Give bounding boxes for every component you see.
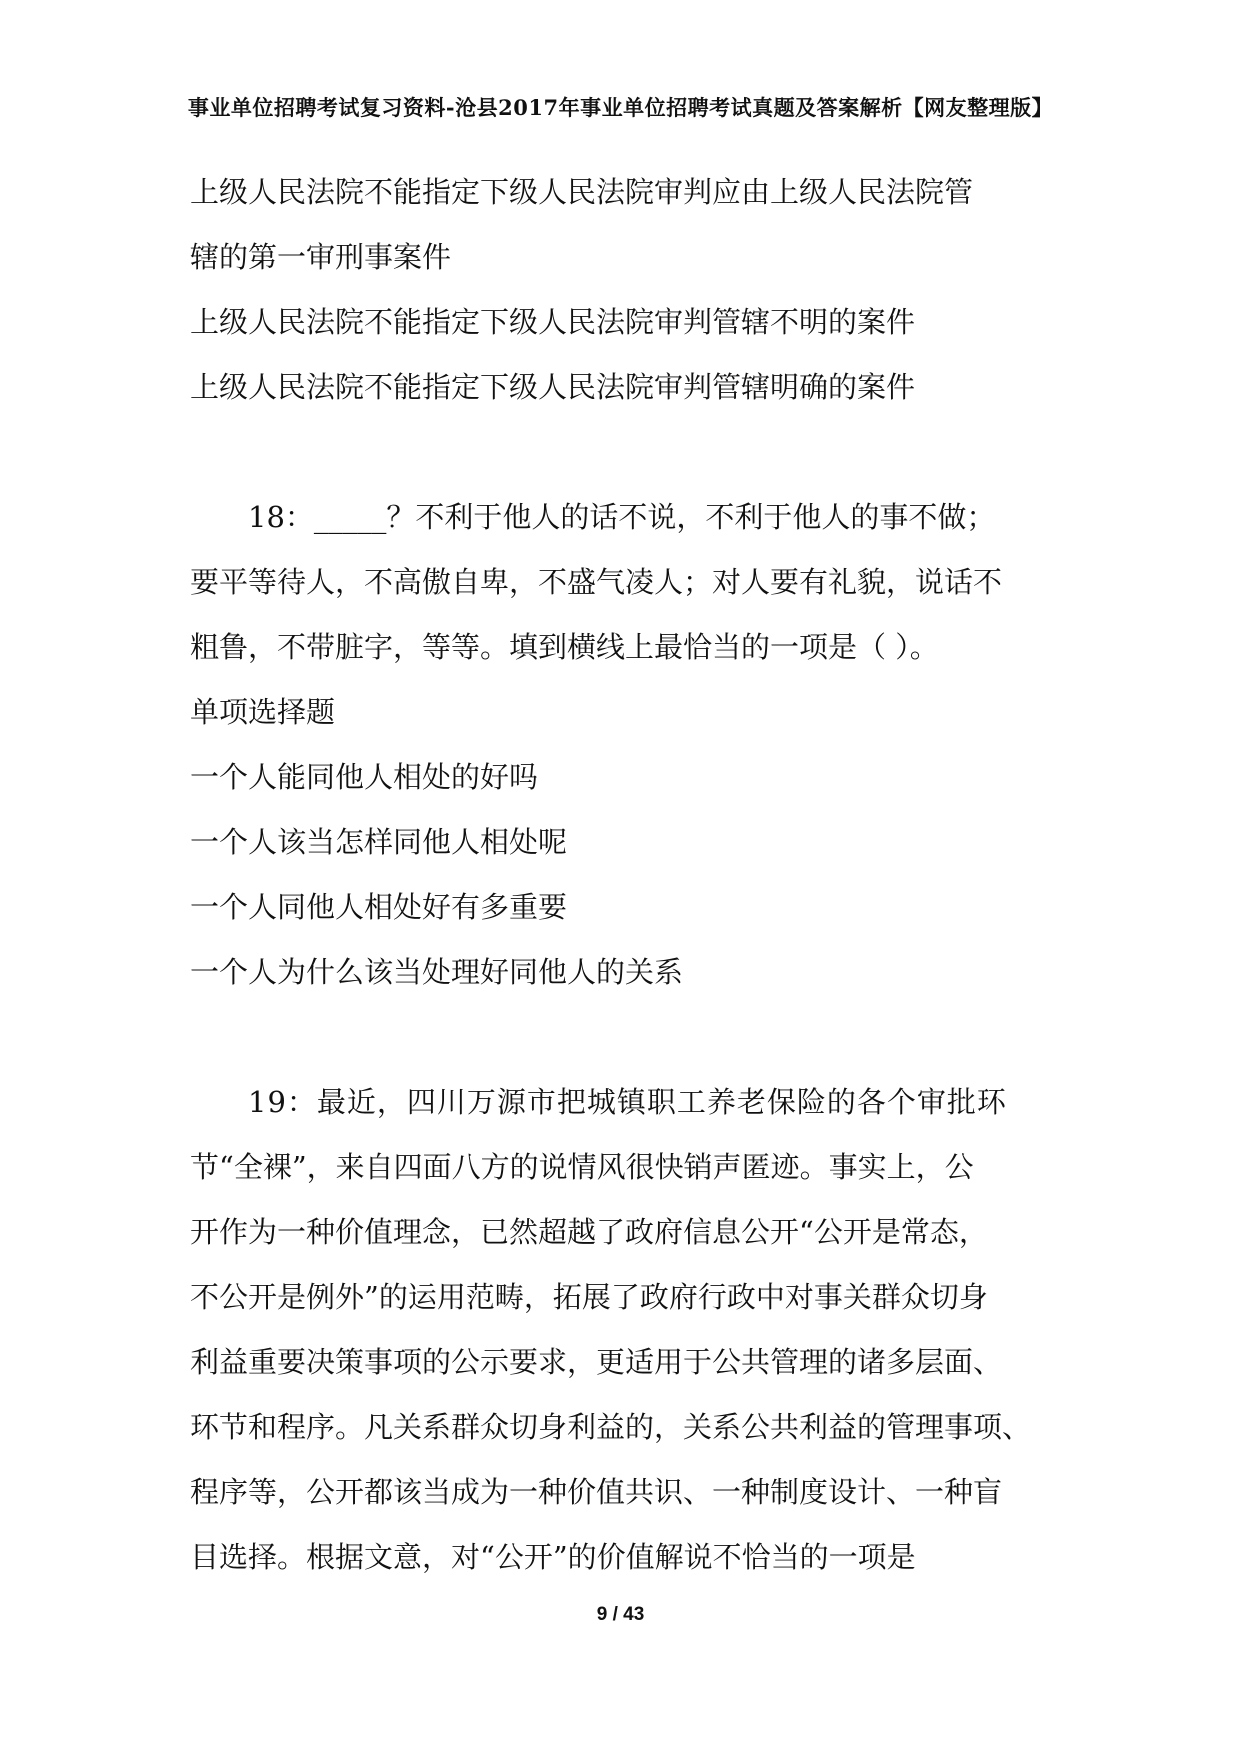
- paragraph-spacer: [190, 1005, 1060, 1070]
- page-header: 事业单位招聘考试复习资料-沧县2017年事业单位招聘考试真题及答案解析【网友整理版】: [187, 95, 1054, 120]
- q18-option: 一个人该当怎样同他人相处呢: [190, 825, 568, 859]
- q18-option: 一个人同他人相处好有多重要: [190, 890, 568, 924]
- q18-stem-line: 要平等待人，不高傲自卑，不盛气凌人；对人要有礼貌，说话不: [190, 565, 1003, 599]
- page-content: [190, 160, 1060, 1590]
- q19-stem-line: 程序等，公开都该当成为一种价值共识、一种制度设计、一种盲: [190, 1475, 1003, 1509]
- q19-stem-line: 节“全裸”，来自四面八方的说情风很快销声匿迹。事实上，公: [190, 1150, 974, 1184]
- q19-stem-line: 不公开是例外”的运用范畴，拓展了政府行政中对事关群众切身: [190, 1280, 988, 1314]
- q19-stem-line: 环节和程序。凡关系群众切身利益的，关系公共利益的管理事项、: [190, 1410, 1032, 1444]
- q18-question-type: 单项选择题: [190, 695, 336, 729]
- q19-stem-line: 开作为一种价值理念，已然超越了政府信息公开“公开是常态，: [190, 1215, 988, 1249]
- q19-stem-line: 19：最近，四川万源市把城镇职工养老保险的各个审批环: [248, 1085, 1007, 1119]
- q19-stem-line: 目选择。根据文意，对“公开”的价值解说不恰当的一项是: [190, 1540, 916, 1574]
- q17-option-line: 辖的第一审刑事案件: [190, 240, 452, 274]
- q17-option-line: 上级人民法院不能指定下级人民法院审判管辖明确的案件: [190, 370, 916, 404]
- paragraph-spacer: [190, 420, 1060, 485]
- q18-option: 一个人为什么该当处理好同他人的关系: [190, 955, 684, 989]
- q18-stem-line: 粗鲁，不带脏字，等等。填到横线上最恰当的一项是（ ）。: [190, 630, 939, 664]
- q17-option-line: 上级人民法院不能指定下级人民法院审判应由上级人民法院管: [190, 175, 974, 209]
- q18-option: 一个人能同他人相处的好吗: [190, 760, 539, 794]
- q19-stem-line: 利益重要决策事项的公示要求，更适用于公共管理的诸多层面、: [190, 1345, 1003, 1379]
- q17-option-line: 上级人民法院不能指定下级人民法院审判管辖不明的案件: [190, 305, 916, 339]
- page-number: 9 / 43: [596, 1604, 645, 1625]
- q18-stem-line: 18：_____？不利于他人的话不说，不利于他人的事不做；: [248, 500, 996, 534]
